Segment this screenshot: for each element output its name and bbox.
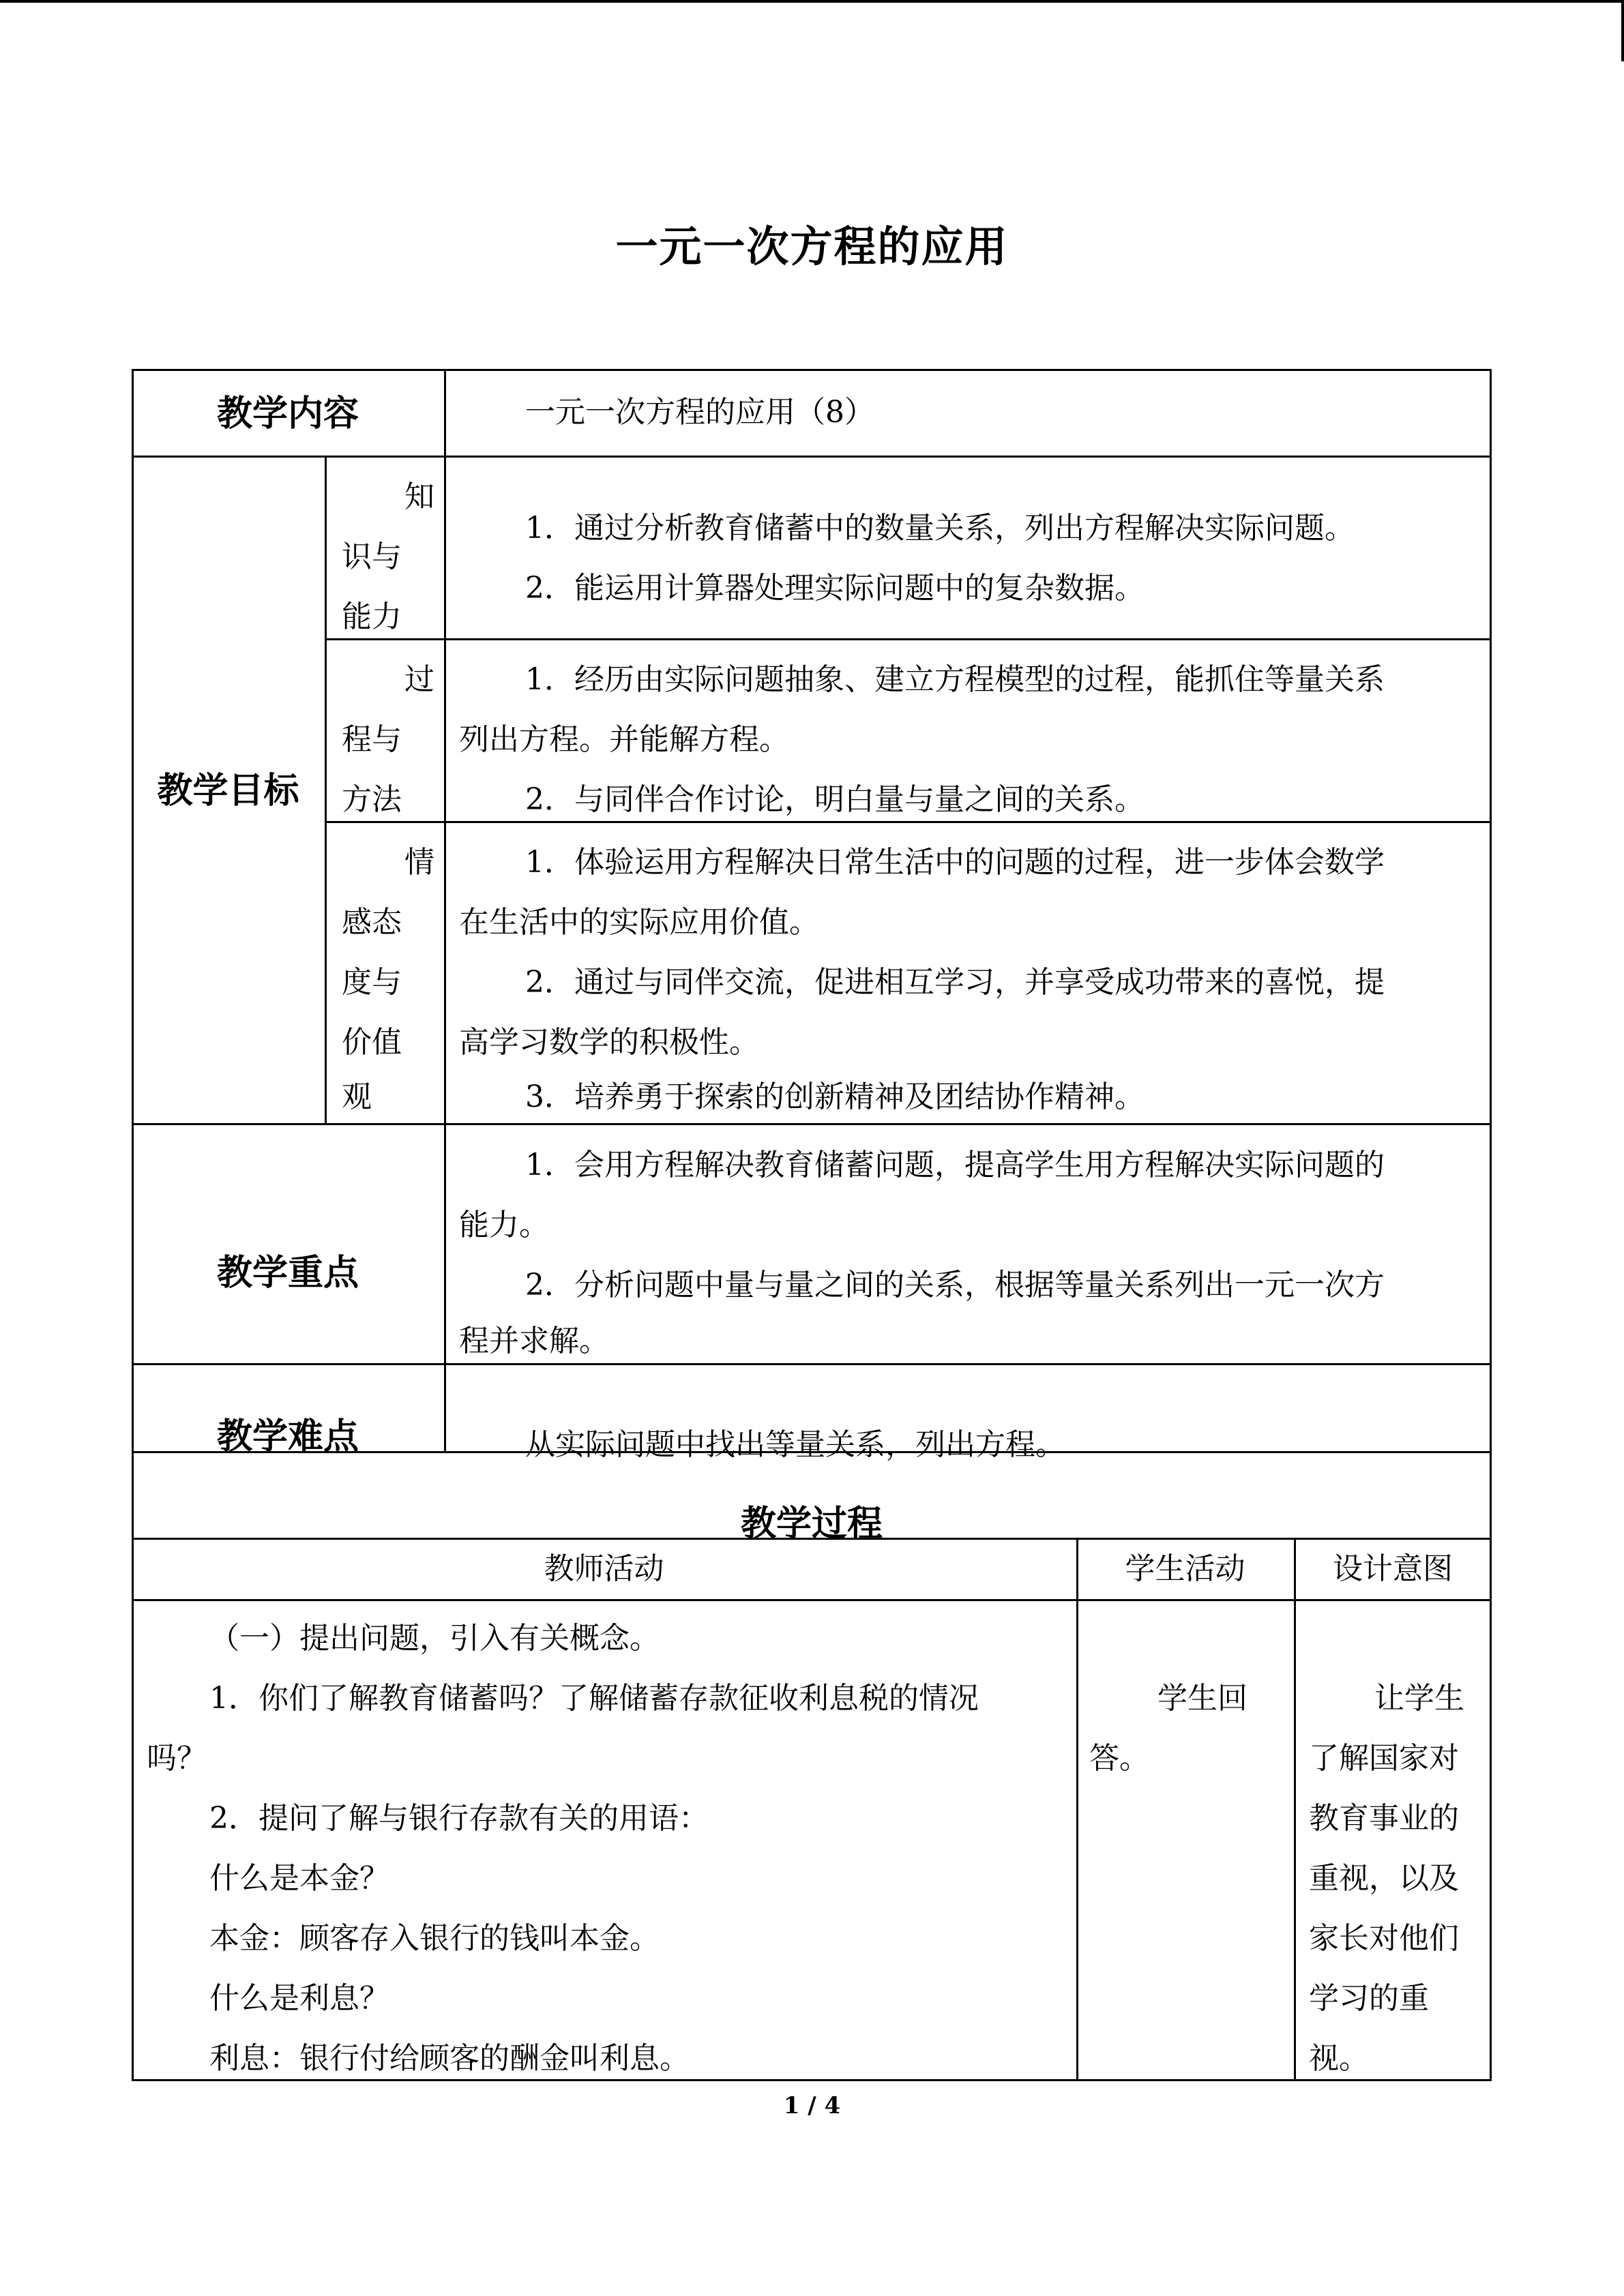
table-rule [132, 369, 134, 2081]
difficulty-label: 教学难点 [216, 1416, 359, 1457]
difficulty-value: 从实际问题中找出等量关系，列出方程。 [525, 1427, 1065, 1462]
table-rule [325, 638, 1492, 640]
col-design-header: 设计意图 [1333, 1551, 1453, 1586]
goals-label: 教学目标 [157, 770, 299, 811]
content-label: 教学内容 [216, 393, 359, 434]
table-rule [132, 369, 1492, 371]
top-border [0, 0, 1624, 3]
table-rule [132, 456, 1492, 458]
table-rule [132, 1363, 1492, 1365]
table-rule [1490, 369, 1492, 2081]
table-rule [1294, 1538, 1296, 2079]
process-heading: 教学过程 [740, 1503, 883, 1545]
table-rule [444, 369, 446, 1451]
col-teacher-header: 教师活动 [544, 1551, 664, 1586]
col-student-header: 学生活动 [1125, 1551, 1245, 1586]
right-border [1621, 0, 1624, 61]
content-value: 一元一次方程的应用（8） [525, 395, 874, 430]
key-points-label: 教学重点 [216, 1252, 359, 1294]
page-title: 一元一次方程的应用 [615, 222, 1009, 271]
lesson-plan-table: 教学内容 一元一次方程的应用（8） 教学目标 知 识与 能力 1．通过分析教育储蓄中的数量关系，列出方程解决实际问题。 2．能运用计算器处理实际问题中的复杂数据。 过 程与 方法 1．经历由实际问题抽象、建立方程模型的过程，能抓住等量关系 列出方程。并能解方程。 2．与同伴合作讨论，明白量与量之间的关系。 情 感态 度与 价值 观 1．体验运用方程解决日常生活中的问题的过程，进一步体会数学 在生活中的实际应用价值。 2．通过与同伴交流，促进相互学习，并享受成功带来的喜悦，提 高学习数学的积极性。 3．培养勇于探索的创新精神及团结协作精神。 教学重点 1．会用方程解决教育储蓄问题，提高学生用方程解决实际问题的 能力。 2．分析问题中量与量之间的关系，根据等量关系列出一元一次方 程并求解。 教学难点 从实际问题中找出等量关系，列出方程。 教学过程 教师活动 学生活动 设计意图 （一）提出问题，引入有关概念。 1．你们了解教育储蓄吗？了解储蓄存款征收利息税的情况 吗？ 2．提问了解与银行存款有关的用语： 什么是本金？ 本金：顾客存入银行的钱叫本金。 什么是利息？ 利息：银行付给顾客的酬金叫利息。 学生回 答。 让学生 了解国家对 教育事业的 重视，以及 家长对他们 学习的重 视。 [132, 369, 1492, 2081]
page-number: 1 / 4 [783, 2092, 841, 2119]
table-rule [1076, 1538, 1078, 2079]
table-rule [325, 456, 327, 1123]
table-rule [132, 1599, 1492, 1601]
